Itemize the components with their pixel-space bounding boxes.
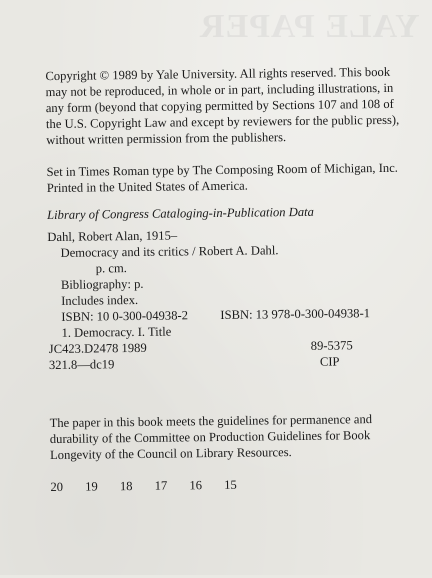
cip-isbn13: ISBN: 13 978-0-300-04938-1 bbox=[220, 306, 371, 322]
copyright-line: the U.S. Copyright Law and except by reviewers for the public press), bbox=[45, 112, 400, 132]
paper-line: The paper in this book meets the guidelines for permanence and bbox=[49, 412, 373, 431]
cip-subject: 1. Democracy. I. Title bbox=[61, 324, 172, 340]
cip-lccn: 89-5375 bbox=[310, 338, 353, 353]
cip-index: Includes index. bbox=[61, 292, 139, 308]
printing-number: 17 bbox=[154, 478, 168, 493]
cip-heading: Library of Congress Cataloging-in-Publication Data bbox=[47, 204, 314, 223]
printing-number: 15 bbox=[224, 477, 237, 492]
copyright-line: Copyright © 1989 by Yale University. All rights reserved. This book bbox=[45, 64, 391, 84]
cip-author: Dahl, Robert Alan, 1915– bbox=[47, 228, 178, 245]
paper-permanence-note bbox=[50, 411, 407, 463]
cip-callnumber: JC423.D2478 1989 bbox=[48, 340, 147, 357]
printing-number: 19 bbox=[85, 479, 98, 494]
copyright-line: may not be reproduced, in whole or in part, including illustrations, in bbox=[45, 80, 394, 100]
cip-title: Democracy and its critics / Robert A. Dahl. bbox=[60, 243, 279, 260]
printing-number: 20 bbox=[50, 479, 64, 495]
cip-label: CIP bbox=[319, 354, 340, 369]
paper-line: Longevity of the Council on Library Resources. bbox=[49, 445, 292, 463]
cip-data bbox=[47, 203, 405, 373]
paper-line: durability of the Committee on Production Guidelines for Book bbox=[49, 428, 371, 447]
cip-dewey: 321.8—dc19 bbox=[48, 357, 115, 373]
cip-dewey-row bbox=[49, 353, 405, 373]
bleed-through-text: YALE PAPER bbox=[199, 8, 420, 45]
copyright-line: any form (beyond that copying permitted by Sections 107 and 108 of bbox=[45, 96, 394, 116]
cip-isbn10: ISBN: 10 0-300-04938-2 bbox=[61, 308, 189, 324]
cip-bibliography: Bibliography: p. bbox=[60, 276, 144, 292]
cip-physical: p. cm. bbox=[95, 261, 127, 276]
printing-number: 16 bbox=[189, 478, 203, 493]
printing-number: 18 bbox=[119, 479, 133, 494]
copyright-notice bbox=[45, 64, 402, 148]
printing-number-line bbox=[50, 478, 256, 496]
typesetting-line: Set in Times Roman type by The Composing Room of Michigan, Inc. bbox=[46, 160, 398, 180]
typesetting-note bbox=[46, 160, 402, 196]
copyright-line: without written permission from the publishers. bbox=[46, 130, 287, 148]
typesetting-line: Printed in the United States of America. bbox=[46, 178, 248, 196]
